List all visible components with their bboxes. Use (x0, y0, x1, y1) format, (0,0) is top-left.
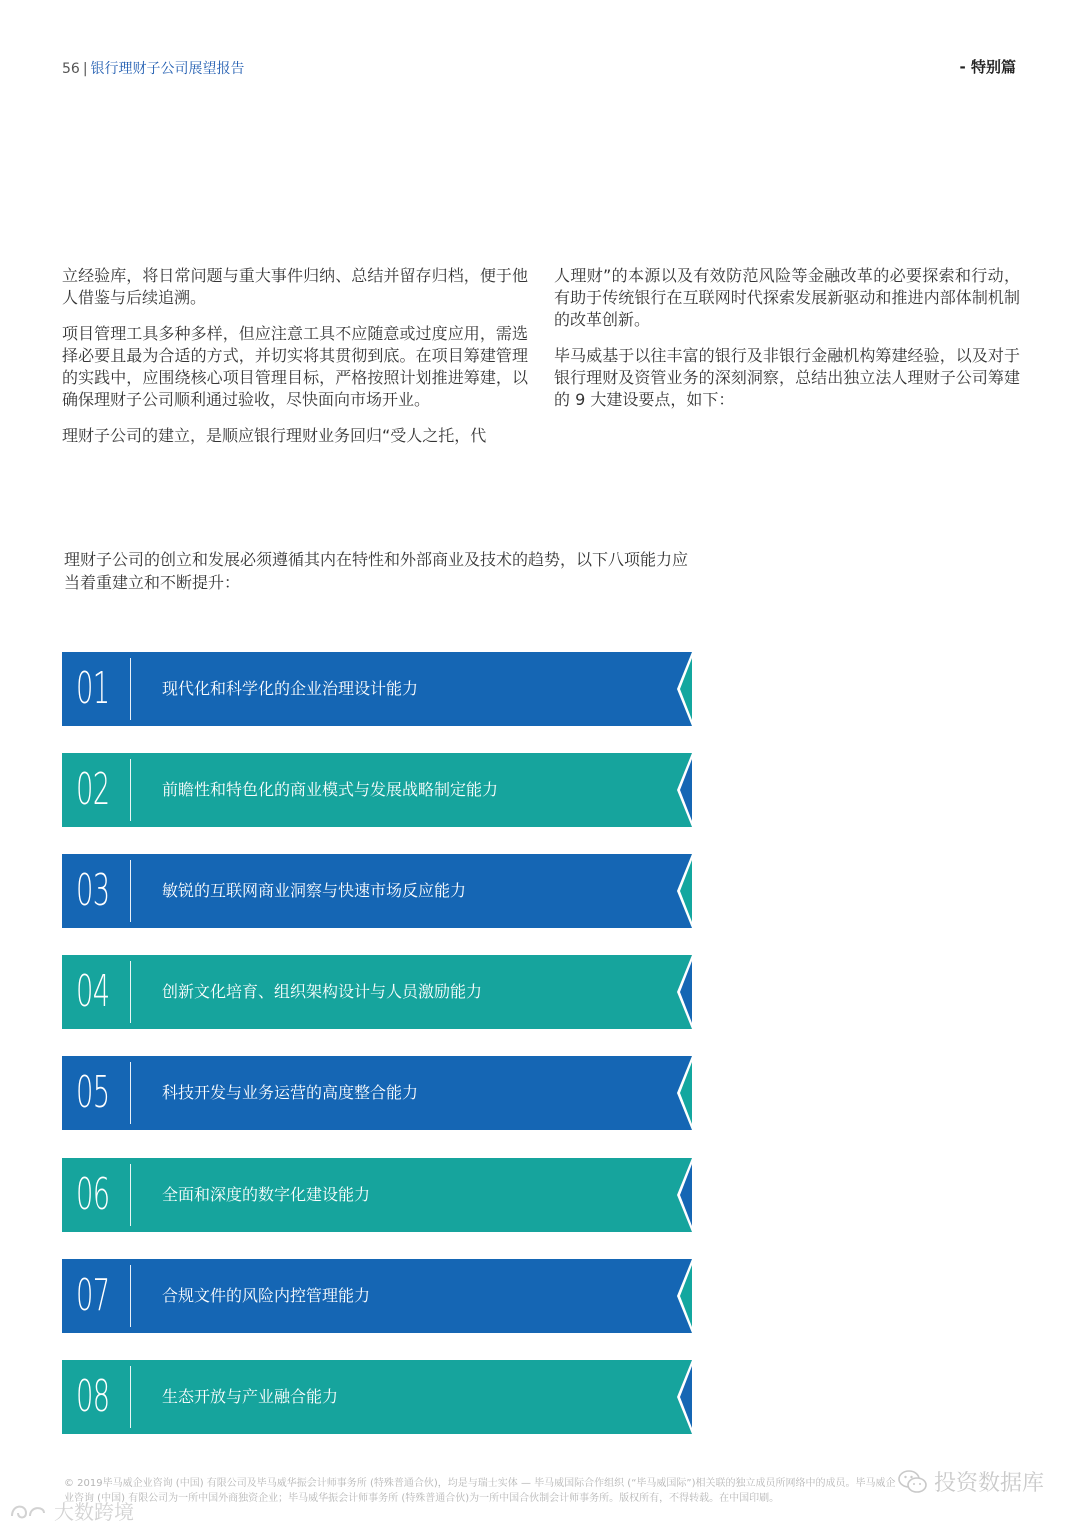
chevron-left-icon (672, 753, 692, 827)
body-column-left (62, 265, 528, 461)
wechat-icon (898, 1469, 928, 1495)
divider (130, 860, 131, 922)
chevron-left-icon (672, 1056, 692, 1130)
capability-label: 现代化和科学化的企业治理设计能力 (162, 679, 419, 698)
chevron-left-icon (672, 652, 692, 726)
body-paragraph: 项目管理工具多种多样，但应注意工具不应随意或过度应用，需选择必要且最为合适的方式，并切实将其贯彻到底。在项目筹建管理的实践中，应围绕核心项目管理目标，严格按照计划推进筹建，以确保理财子公司顺利通过验收，尽快面向市场开业。 (62, 324, 528, 409)
capability-number: 07 (76, 1270, 110, 1321)
page-number: 56 (62, 61, 80, 77)
capability-label: 前瞻性和特色化的商业模式与发展战略制定能力 (162, 780, 499, 799)
body-paragraph: 毕马威基于以往丰富的银行及非银行金融机构筹建经验，以及对于银行理财及资管业务的深刻洞察，总结出独立法人理财子公司筹建的 9 大建设要点，如下： (554, 346, 1020, 409)
divider (130, 1062, 131, 1124)
brand-logo-icon (8, 1501, 50, 1521)
report-title: 银行理财子公司展望报告 (90, 61, 245, 77)
capability-label: 敏锐的互联网商业洞察与快速市场反应能力 (162, 881, 467, 900)
footer-legal-text (64, 1476, 924, 1506)
body-paragraph: 立经验库，将日常问题与重大事件归纳、总结并留存归档，便于他人借鉴与后续追溯。 (62, 266, 528, 307)
section-label: - 特别篇 (959, 58, 1016, 76)
body-paragraph: 理财子公司的建立，是顺应银行理财业务回归“受人之托，代 (62, 426, 487, 445)
capability-item-03 (62, 854, 692, 928)
divider (130, 1366, 131, 1428)
chevron-left-icon (672, 1259, 692, 1333)
capability-item-04 (62, 955, 692, 1029)
capability-label: 生态开放与产业融合能力 (162, 1387, 339, 1406)
watermark-left (8, 1496, 134, 1525)
watermark-text: 大数跨境 (54, 1500, 134, 1524)
chevron-left-icon (672, 1158, 692, 1232)
capability-label: 全面和深度的数字化建设能力 (162, 1185, 371, 1204)
chevron-left-icon (672, 1360, 692, 1434)
header-separator: | (82, 61, 88, 77)
capability-number: 03 (76, 865, 110, 916)
capability-label: 合规文件的风险内控管理能力 (162, 1286, 371, 1305)
capability-number: 02 (76, 764, 110, 815)
divider (130, 1164, 131, 1226)
body-column-right (554, 265, 1020, 425)
capability-item-02 (62, 753, 692, 827)
capability-item-06 (62, 1158, 692, 1232)
capability-item-05 (62, 1056, 692, 1130)
divider (130, 658, 131, 720)
capability-number: 08 (76, 1371, 110, 1422)
legal-line: 业咨询 (中国) 有限公司为一所中国外商独资企业；毕马威华振会计师事务所 (特殊普通合伙)为一所中国合伙制会计师事务所。版权所有，不得转载。在中国印刷。 (64, 1493, 780, 1504)
capability-label: 科技开发与业务运营的高度整合能力 (162, 1083, 419, 1102)
capability-label: 创新文化培育、组织架构设计与人员激励能力 (162, 982, 483, 1001)
chevron-left-icon (672, 955, 692, 1029)
divider (130, 759, 131, 821)
capabilities-intro: 理财子公司的创立和发展必须遵循其内在特性和外部商业及技术的趋势，以下八项能力应当着重建立和不断提升： (64, 550, 689, 592)
capability-number: 01 (76, 663, 110, 714)
capability-number: 06 (76, 1169, 110, 1220)
divider (130, 1265, 131, 1327)
watermark-right (898, 1466, 1044, 1497)
divider (130, 961, 131, 1023)
capability-item-07 (62, 1259, 692, 1333)
page-header-left (62, 58, 245, 78)
capability-number: 04 (76, 966, 110, 1017)
body-paragraph: 人理财”的本源以及有效防范风险等金融改革的必要探索和行动，有助于传统银行在互联网时代探索发展新驱动和推进内部体制机制的改革创新。 (554, 266, 1020, 329)
capability-number: 05 (76, 1067, 110, 1118)
capability-item-01 (62, 652, 692, 726)
capability-item-08 (62, 1360, 692, 1434)
legal-line: © 2019毕马威企业咨询 (中国) 有限公司及毕马威华振会计师事务所 (特殊普通合伙)，均是与瑞士实体 — 毕马威国际合作组织 (“毕马威国际”)相关联的独立成员所网络中的成员。毕马威企 (64, 1478, 896, 1489)
watermark-text: 投资数据库 (933, 1471, 1044, 1496)
chevron-left-icon (672, 854, 692, 928)
